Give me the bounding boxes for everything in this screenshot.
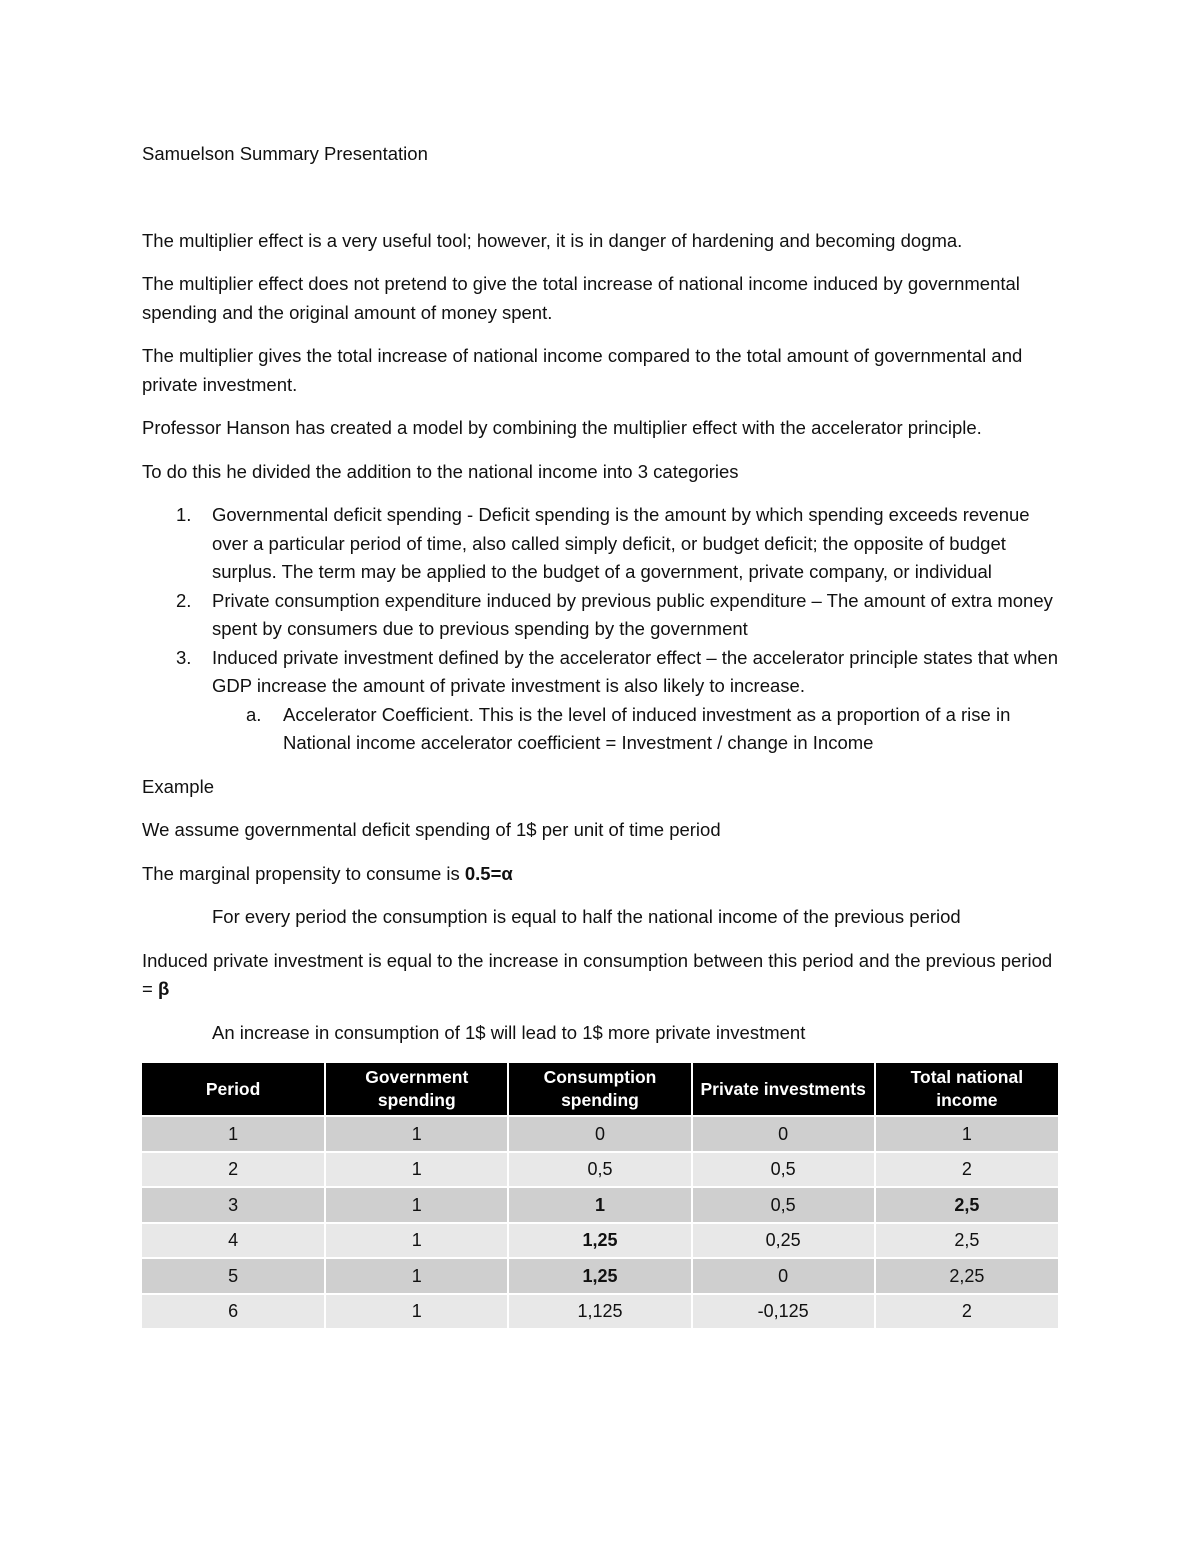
table-cell: 0,5 (508, 1152, 691, 1188)
table-cell: 5 (142, 1258, 325, 1294)
table-cell: 1 (325, 1116, 508, 1152)
list-item (142, 644, 1058, 758)
table-cell: 2,5 (875, 1223, 1058, 1259)
example-investment-rule (142, 947, 1058, 1004)
list-item (142, 501, 1058, 587)
paragraph-multiplier-not-total: The multiplier effect does not pretend to give the total increase of national income induced by governmental spending and the original amount of money spent. (142, 273, 1020, 323)
table-cell: 1 (142, 1116, 325, 1152)
table-row (142, 1187, 1058, 1223)
table-row (142, 1116, 1058, 1152)
document-body (142, 140, 1058, 1328)
table-cell: 1,25 (508, 1258, 691, 1294)
table-cell: 1,125 (508, 1294, 691, 1329)
paragraph-hanson-model: Professor Hanson has created a model by combining the multiplier effect with the accelerator principle. (142, 417, 982, 438)
header-government-spending: Government spending (325, 1063, 508, 1116)
document-title: Samuelson Summary Presentation (142, 143, 428, 164)
sub-list-item (212, 701, 1058, 758)
table-cell: 2,25 (875, 1258, 1058, 1294)
table-cell: 1 (325, 1152, 508, 1188)
table-cell: 6 (142, 1294, 325, 1329)
header-total-national-income: Total national income (875, 1063, 1058, 1116)
table-cell: 1,25 (508, 1223, 691, 1259)
table-row (142, 1152, 1058, 1188)
sub-list (212, 701, 1058, 758)
list-number: 3. (176, 646, 192, 668)
table-cell: -0,125 (692, 1294, 875, 1329)
table-cell: 0 (692, 1116, 875, 1152)
table-cell: 0,25 (692, 1223, 875, 1259)
list-number: 1. (176, 504, 192, 525)
beta-symbol: β (157, 978, 170, 999)
table-cell: 0,5 (692, 1152, 875, 1188)
table-cell: 1 (325, 1187, 508, 1223)
example-heading: Example (142, 775, 214, 797)
table-cell: 1 (875, 1116, 1058, 1152)
table-cell: 2 (142, 1152, 325, 1188)
header-private-investments: Private investments (692, 1063, 875, 1116)
sub-list-item-text: Accelerator Coefficient. This is the level of induced investment as a proportion of a rise in National income accelerator coefficient = Investment / change in Income (283, 703, 1011, 753)
table-cell: 0 (508, 1116, 691, 1152)
example-investment-note: An increase in consumption of 1$ will lead to 1$ more private investment (212, 1021, 806, 1043)
list-number: 2. (176, 589, 192, 611)
example-propensity-text: The marginal propensity to consume is (142, 862, 465, 884)
table-header-row (142, 1063, 1058, 1116)
sub-list-letter: a. (246, 703, 262, 725)
table-cell: 2 (875, 1294, 1058, 1329)
table-cell: 0 (692, 1258, 875, 1294)
example-consumption-rule: For every period the consumption is equal to half the national income of the previous period (212, 906, 961, 927)
list-item-text: Private consumption expenditure induced by previous public expenditure – The amount of extra money spent by consumers due to previous spending by the government (212, 589, 1053, 639)
list-item-text: Induced private investment defined by the accelerator effect – the accelerator principle states that when GDP increase the amount of private investment is also likely to increase. (212, 646, 1059, 696)
table-cell: 4 (142, 1223, 325, 1259)
paragraph-categories-intro: To do this he divided the addition to the national income into 3 categories (142, 460, 739, 482)
example-investment-text: Induced private investment is equal to the increase in consumption between this period and the previous period = (142, 949, 1053, 999)
table-cell: 2 (875, 1152, 1058, 1188)
paragraph-dogma: The multiplier effect is a very useful tool; however, it is in danger of hardening and becoming dogma. (142, 229, 963, 251)
table-cell: 2,5 (875, 1187, 1058, 1223)
header-consumption-spending: Consumption spending (508, 1063, 691, 1116)
table-cell: 0,5 (692, 1187, 875, 1223)
list-item (142, 587, 1058, 644)
paragraph-multiplier-total: The multiplier gives the total increase of national income compared to the total amount of governmental and private investment. (142, 345, 1023, 395)
income-table (142, 1063, 1058, 1328)
table-cell: 1 (508, 1187, 691, 1223)
table-row (142, 1223, 1058, 1259)
table-cell: 3 (142, 1187, 325, 1223)
example-propensity (142, 860, 1058, 889)
table-cell: 1 (325, 1294, 508, 1329)
table-cell: 1 (325, 1223, 508, 1259)
table-row (142, 1258, 1058, 1294)
alpha-value: 0.5=α (464, 862, 513, 884)
example-assumption: We assume governmental deficit spending of 1$ per unit of time period (142, 819, 721, 840)
list-item-text: Governmental deficit spending - Deficit spending is the amount by which spending exceeds revenue over a particular period of time, also called simply deficit, or budget deficit; the opposite of budget surplus. The term may be applied to the budget of a government, private company, or individual (212, 504, 1030, 582)
categories-list (142, 501, 1058, 758)
table-row (142, 1294, 1058, 1329)
table-cell: 1 (325, 1258, 508, 1294)
header-period: Period (142, 1063, 325, 1116)
